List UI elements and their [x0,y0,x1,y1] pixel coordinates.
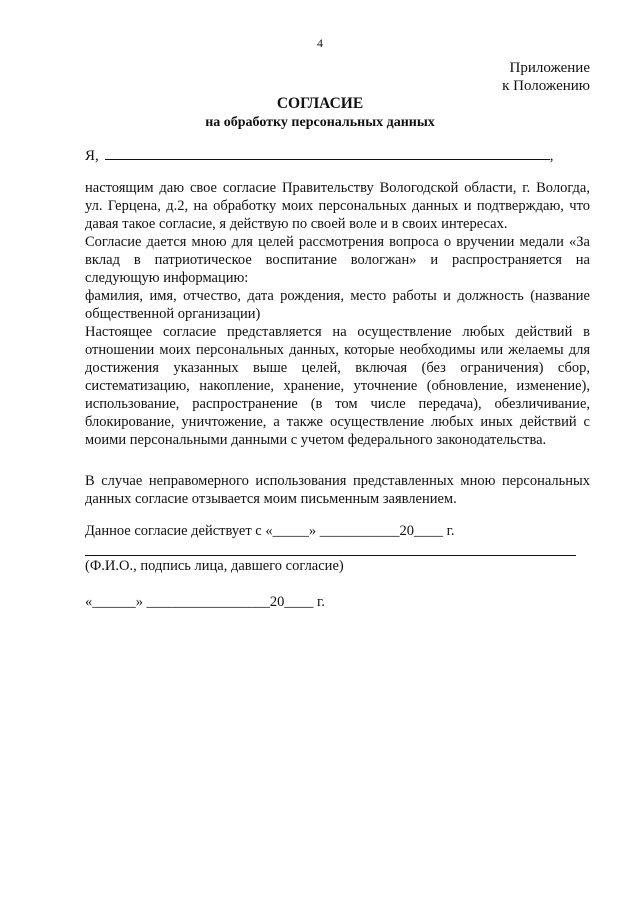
name-field-line [85,145,554,165]
paragraph-consent-given: настоящим даю свое согласие Правительству Вологодской области, г. Вологда, ул. Герцена, д.2, на обработку моих персональных данных и подтверждаю, что давая такое согласие, я действую по своей воле и в своих интересах. [85,180,590,232]
page-number: 4 [317,36,323,50]
paragraph-data-list: фамилия, имя, отчество, дата рождения, место работы и должность (название общественной организации) [85,288,590,322]
signing-date-line[interactable]: «______» _________________20____ г. [85,594,325,610]
ya-suffix: , [549,148,554,164]
revocation-clause [85,472,590,508]
validity-date-line[interactable]: Данное согласие действует с «_____» ___________20____ г. [85,523,455,539]
paragraph-purpose: Согласие дается мною для целей рассмотрения вопроса о вручении медали «За вклад в патриотическое воспитание вологжан» и распространяется на следующую информацию: [85,234,590,286]
signature-caption: (Ф.И.О., подпись лица, давшего согласие) [85,558,344,574]
name-blank[interactable] [105,145,550,160]
appendix-line-1: Приложение [509,60,590,76]
document-subtitle: на обработку персональных данных [205,115,435,130]
consent-body [85,179,590,449]
appendix-label [502,59,590,95]
paragraph-revocation: В случае неправомерного использования представленных мною персональных данных согласие отзывается моим письменным заявлением. [85,473,590,507]
signature-line[interactable] [85,555,576,556]
paragraph-actions: Настоящее согласие представляется на осуществление любых действий в отношении моих персональных данных, которые необходимы или желаемы для достижения указанных выше целей, включая (без ограничения) сбор, систематизацию, накопление, хранение, уточнение (обновление, изменение), использование, распространение (в том числе передача), обезличивание, блокирование, уничтожение, а также осуществление любых иных действий с моими персональными данными с учетом федерального законодательства. [85,324,590,448]
appendix-line-2: к Положению [502,78,590,94]
document-title: СОГЛАСИЕ [276,95,364,112]
ya-label: Я, [85,148,99,164]
